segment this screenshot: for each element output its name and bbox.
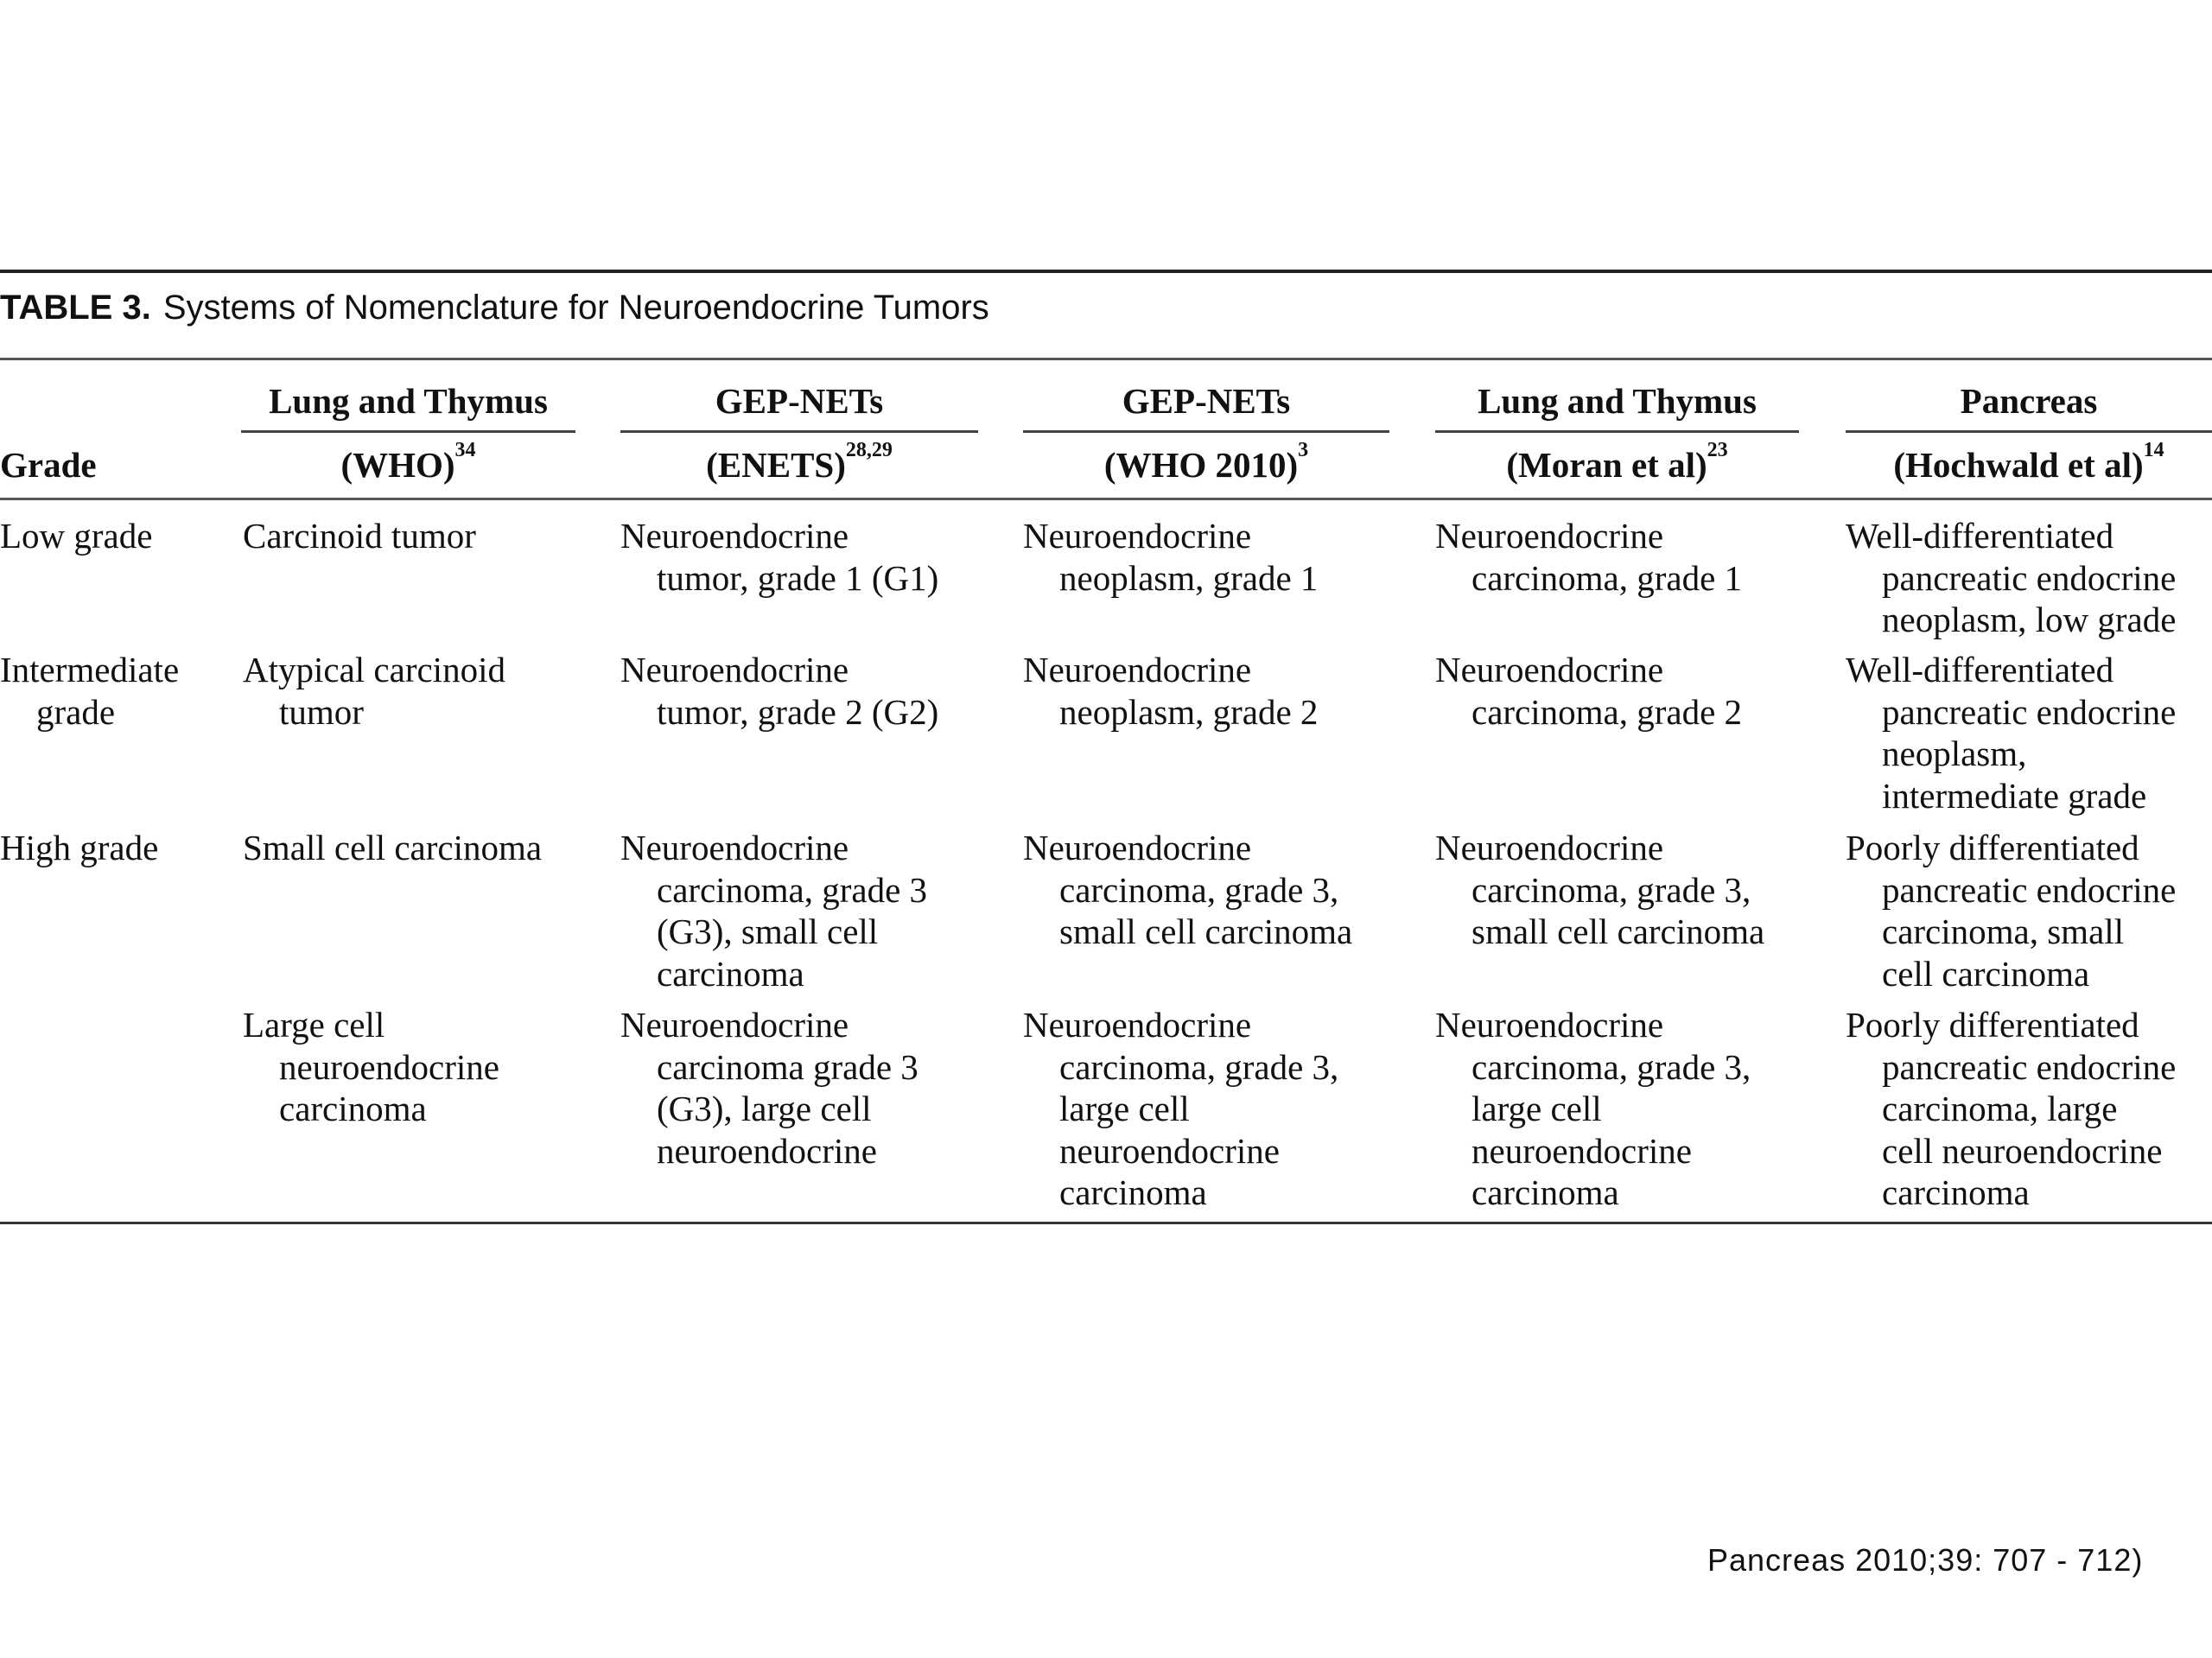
cell-line: small cell carcinoma <box>1471 912 1765 951</box>
cell-line: carcinoma grade 3 <box>657 1046 918 1087</box>
column-header-bottom <box>1435 439 1799 486</box>
cell-line: intermediate grade <box>1882 775 2147 816</box>
cell-line: (G3), small cell <box>657 912 879 951</box>
column-header-top: GEP-NETs <box>1122 381 1291 421</box>
table-cell <box>1846 1004 2176 1214</box>
table-cell <box>243 649 505 733</box>
column-header-top: Pancreas <box>1960 381 2098 421</box>
citation: Pancreas 2010;39: 707 - 712) <box>1707 1542 2144 1578</box>
cell-line: neuroendocrine <box>657 1130 877 1171</box>
grade-cell <box>0 649 179 733</box>
grade-header: Grade <box>0 445 97 485</box>
cell-line: pancreatic endocrine <box>1882 557 2177 598</box>
cell-line: Neuroendocrine <box>620 828 849 867</box>
cell-line: carcinoma, grade 3, <box>1059 1046 1339 1087</box>
cell-line: carcinoma <box>1059 1172 1207 1212</box>
table-cell <box>1023 515 1318 599</box>
cell-line: carcinoma, grade 1 <box>1471 557 1743 598</box>
column-header-top: Lung and Thymus <box>269 381 548 421</box>
column-header-bottom <box>620 439 978 486</box>
header-bottom-rule <box>0 498 2212 500</box>
reference-superscript: 23 <box>1707 439 1728 461</box>
table-cell <box>1435 649 1742 733</box>
cell-line: carcinoma, small <box>1882 912 2125 951</box>
table-caption <box>0 289 989 327</box>
column-header-underline <box>620 430 978 433</box>
table-top-rule <box>0 270 2212 273</box>
table-cell <box>620 1004 918 1172</box>
cell-line: carcinoma, grade 3 <box>657 869 928 910</box>
column-header-underline <box>1846 430 2212 433</box>
column-header-underline <box>241 430 575 433</box>
table-cell <box>620 515 938 599</box>
cell-line: neoplasm, low grade <box>1882 600 2177 639</box>
table-cell <box>243 827 542 869</box>
table-cell <box>1435 827 1764 953</box>
cell-line: Large cell <box>243 1005 385 1045</box>
grade-cell <box>0 515 152 557</box>
cell-line: neuroendocrine <box>1059 1130 1280 1171</box>
table-cell <box>620 649 938 733</box>
cell-line: Neuroendocrine <box>620 650 849 689</box>
cell-line: neoplasm, grade 2 <box>1059 691 1319 732</box>
cell-line: Small cell carcinoma <box>243 828 543 867</box>
cell-line: carcinoma <box>657 953 804 994</box>
cell-line: Poorly differentiated <box>1846 1005 2139 1045</box>
table-cell <box>1846 827 2176 994</box>
reference-superscript: 3 <box>1298 439 1309 461</box>
cell-line: cell neuroendocrine <box>1882 1130 2163 1171</box>
column-header-bottom <box>1023 439 1389 486</box>
column-header-top: GEP-NETs <box>715 381 884 421</box>
table-cell <box>243 1004 499 1130</box>
cell-line: carcinoma <box>1471 1172 1619 1212</box>
cell-line: grade <box>36 691 116 732</box>
table-cell <box>1435 1004 1751 1214</box>
cell-line: Atypical carcinoid <box>243 650 505 689</box>
cell-line: Neuroendocrine <box>1435 516 1664 556</box>
cell-line: Neuroendocrine <box>1023 828 1252 867</box>
cell-line: large cell <box>1471 1089 1602 1128</box>
cell-line: Neuroendocrine <box>620 516 849 556</box>
cell-line: Well-differentiated <box>1846 516 2114 556</box>
cell-line: carcinoma, grade 2 <box>1471 691 1743 732</box>
cell-line: High grade <box>0 828 159 867</box>
cell-line: carcinoma, grade 3, <box>1059 869 1339 910</box>
table-cell <box>243 515 476 557</box>
cell-line: tumor, grade 2 (G2) <box>657 691 939 732</box>
cell-line: carcinoma <box>279 1089 427 1128</box>
table-cell <box>1023 1004 1338 1214</box>
reference-superscript: 28,29 <box>845 439 893 461</box>
cell-line: Poorly differentiated <box>1846 828 2139 867</box>
header-top-rule <box>0 358 2212 360</box>
cell-line: large cell <box>1059 1089 1190 1128</box>
grade-cell <box>0 827 158 869</box>
cell-line: carcinoma, grade 3, <box>1471 1046 1751 1087</box>
column-source: (WHO) <box>340 445 455 485</box>
cell-line: Neuroendocrine <box>1435 1005 1664 1045</box>
cell-line: neuroendocrine <box>1471 1130 1692 1171</box>
column-header-underline <box>1435 430 1799 433</box>
reference-superscript: 34 <box>454 439 476 461</box>
cell-line: Intermediate <box>0 650 180 689</box>
cell-line: Well-differentiated <box>1846 650 2114 689</box>
table-label: TABLE 3. <box>0 289 151 327</box>
cell-line: Neuroendocrine <box>1023 1005 1252 1045</box>
column-header-bottom <box>1846 439 2212 486</box>
cell-line: carcinoma, grade 3, <box>1471 869 1751 910</box>
column-header-underline <box>1023 430 1389 433</box>
table-bottom-rule <box>0 1222 2212 1224</box>
column-header-bottom <box>241 439 575 486</box>
cell-line: pancreatic endocrine <box>1882 1046 2177 1087</box>
table-cell <box>1846 649 2176 816</box>
cell-line: neuroendocrine <box>279 1046 499 1087</box>
cell-line: (G3), large cell <box>657 1089 872 1128</box>
cell-line: carcinoma <box>1882 1172 2030 1212</box>
cell-line: cell carcinoma <box>1882 953 2090 994</box>
column-source: (Hochwald et al) <box>1893 445 2144 485</box>
cell-line: carcinoma, large <box>1882 1089 2118 1128</box>
cell-line: Carcinoid tumor <box>243 516 476 556</box>
cell-line: Neuroendocrine <box>620 1005 849 1045</box>
column-header-top: Lung and Thymus <box>1478 381 1757 421</box>
table-title: Systems of Nomenclature for Neuroendocrine Tumors <box>162 289 989 327</box>
cell-line: Neuroendocrine <box>1023 516 1252 556</box>
table-cell <box>1023 827 1352 953</box>
column-source: (WHO 2010) <box>1103 445 1299 485</box>
column-source: (ENETS) <box>706 445 846 485</box>
table-cell <box>1846 515 2176 641</box>
cell-line: pancreatic endocrine <box>1882 869 2177 910</box>
table-cell <box>620 827 927 994</box>
cell-line: small cell carcinoma <box>1059 912 1353 951</box>
table-cell <box>1023 649 1318 733</box>
cell-line: neoplasm, <box>1882 734 2027 773</box>
cell-line: Neuroendocrine <box>1435 650 1664 689</box>
cell-line: Neuroendocrine <box>1435 828 1664 867</box>
column-source: (Moran et al) <box>1506 445 1707 485</box>
cell-line: Low grade <box>0 516 153 556</box>
reference-superscript: 14 <box>2143 439 2164 461</box>
cell-line: pancreatic endocrine <box>1882 691 2177 732</box>
table-cell <box>1435 515 1742 599</box>
cell-line: Neuroendocrine <box>1023 650 1252 689</box>
cell-line: tumor <box>279 691 364 732</box>
cell-line: neoplasm, grade 1 <box>1059 557 1319 598</box>
cell-line: tumor, grade 1 (G1) <box>657 557 939 598</box>
